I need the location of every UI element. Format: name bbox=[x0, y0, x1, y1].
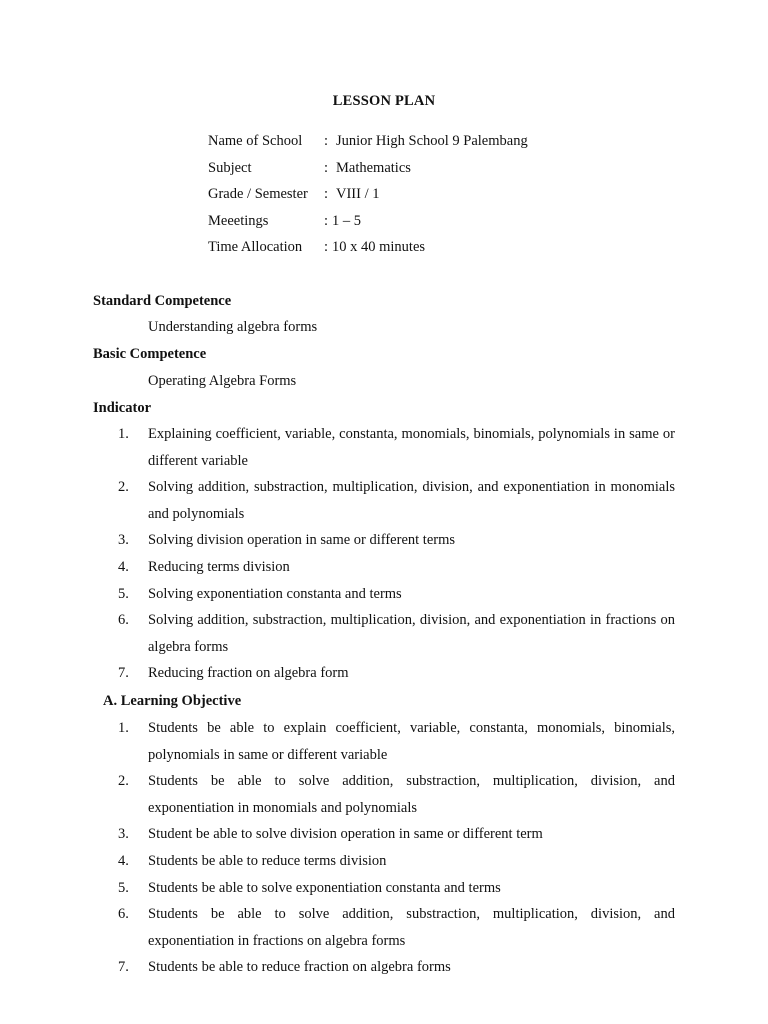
list-text: Solving addition, substraction, multiplication, division, and exponentiation in monomials and polynomials bbox=[148, 479, 675, 522]
list-text: Solving addition, substraction, multiplication, division, and exponentiation in fractions on algebra forms bbox=[148, 612, 675, 655]
list-number: 1. bbox=[118, 720, 129, 736]
basic-competence-heading: Basic Competence bbox=[93, 346, 207, 362]
info-colon: : bbox=[324, 133, 329, 149]
list-item bbox=[118, 715, 675, 768]
info-colon: : bbox=[324, 186, 329, 203]
list-number: 1. bbox=[118, 426, 129, 442]
list-number: 7. bbox=[118, 665, 129, 682]
list-item bbox=[118, 875, 675, 902]
standard-competence-text: Understanding algebra forms bbox=[148, 319, 318, 335]
list-text: Reducing terms division bbox=[148, 558, 290, 575]
list-item bbox=[118, 954, 675, 981]
info-label: Meeetings bbox=[208, 212, 269, 229]
list-item bbox=[118, 660, 675, 687]
list-text: Reducing fraction on algebra form bbox=[148, 665, 349, 682]
list-number: 5. bbox=[118, 879, 129, 896]
list-text: Students be able to reduce terms division bbox=[148, 852, 387, 869]
list-item bbox=[118, 607, 675, 660]
info-colon: : bbox=[324, 159, 329, 176]
info-value: VIII / 1 bbox=[336, 186, 380, 203]
info-row-subject bbox=[208, 158, 528, 185]
learning-objective-list bbox=[118, 715, 675, 981]
list-text: Student be able to solve division operation in same or different term bbox=[148, 826, 543, 843]
info-value: 1 – 5 bbox=[332, 212, 361, 229]
list-text: Explaining coefficient, variable, constanta, monomials, binomials, polynomials in same or different variable bbox=[148, 426, 675, 469]
list-item bbox=[118, 554, 675, 581]
indicator-list bbox=[118, 421, 675, 687]
list-item bbox=[118, 474, 675, 527]
list-item bbox=[118, 768, 675, 821]
list-number: 4. bbox=[118, 852, 129, 869]
list-text: Students be able to reduce fraction on algebra forms bbox=[148, 959, 451, 976]
list-number: 3. bbox=[118, 826, 129, 843]
list-text: Solving division operation in same or different terms bbox=[148, 532, 455, 549]
basic-competence-text: Operating Algebra Forms bbox=[148, 373, 297, 389]
info-label: Name of School bbox=[208, 133, 303, 149]
list-text: Students be able to solve addition, substraction, multiplication, division, and exponentiation in monomials and polynomials bbox=[148, 773, 675, 816]
indicator-heading: Indicator bbox=[93, 400, 151, 416]
learning-objective-heading: A. Learning Objective bbox=[103, 693, 242, 709]
list-text: Students be able to solve addition, substraction, multiplication, division, and exponentiation in fractions on algebra forms bbox=[148, 906, 675, 949]
list-number: 3. bbox=[118, 532, 129, 549]
list-number: 2. bbox=[118, 479, 129, 496]
list-item bbox=[118, 527, 675, 554]
page-title: LESSON PLAN bbox=[332, 93, 436, 109]
list-text: Students be able to solve exponentiation constanta and terms bbox=[148, 879, 501, 896]
list-number: 6. bbox=[118, 612, 129, 629]
info-colon: : bbox=[324, 239, 329, 256]
info-row-school bbox=[208, 131, 528, 158]
info-value: Junior High School 9 Palembang bbox=[336, 133, 528, 149]
info-label: Grade / Semester bbox=[208, 186, 308, 203]
standard-competence-heading: Standard Competence bbox=[93, 293, 232, 309]
list-text: Students be able to explain coefficient, variable, constanta, monomials, binomials, polynomials in same or different variable bbox=[148, 720, 675, 763]
info-label: Subject bbox=[208, 159, 252, 176]
list-text: Solving exponentiation constanta and terms bbox=[148, 585, 402, 602]
lesson-info-table bbox=[208, 131, 528, 264]
list-item bbox=[118, 901, 675, 954]
list-number: 7. bbox=[118, 959, 129, 976]
info-row-meetings bbox=[208, 211, 528, 238]
list-number: 2. bbox=[118, 773, 129, 790]
list-number: 5. bbox=[118, 585, 129, 602]
list-item bbox=[118, 581, 675, 608]
list-number: 6. bbox=[118, 906, 129, 923]
info-row-time bbox=[208, 237, 528, 264]
info-label: Time Allocation bbox=[208, 239, 303, 256]
list-item bbox=[118, 421, 675, 474]
info-colon: : bbox=[324, 212, 329, 229]
list-item bbox=[118, 821, 675, 848]
list-number: 4. bbox=[118, 558, 129, 575]
info-row-grade bbox=[208, 184, 528, 211]
info-value: 10 x 40 minutes bbox=[332, 239, 426, 256]
info-value: Mathematics bbox=[336, 159, 411, 176]
list-item bbox=[118, 848, 675, 875]
